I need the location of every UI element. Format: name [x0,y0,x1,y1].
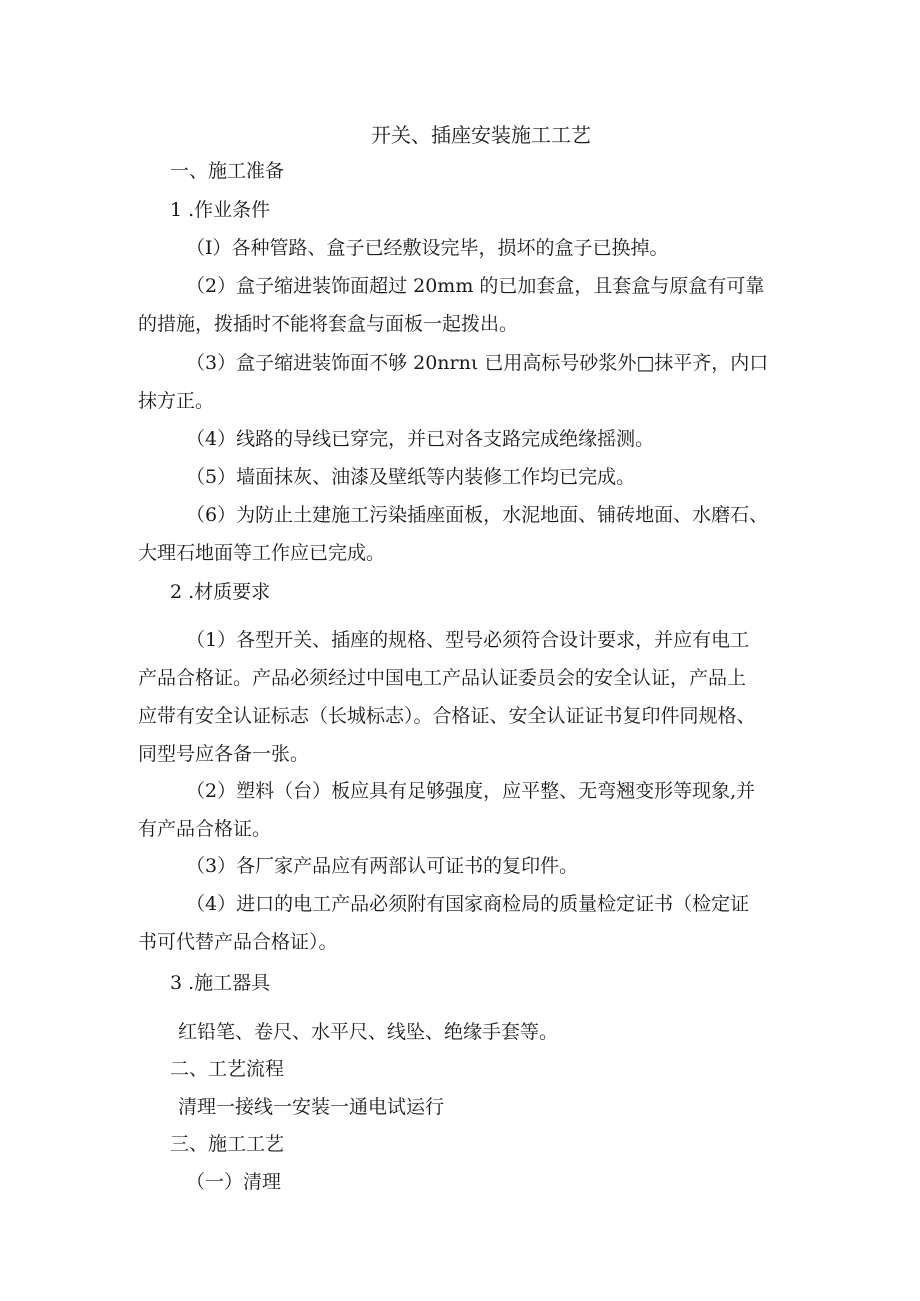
subsection-heading-cleaning: （一）清理 [186,1171,282,1193]
section-heading-construction-process: 三、施工工艺 [170,1133,285,1155]
paragraph-line: （4）线路的导线已穿完，并已对各支路完成绝缘摇测。 [186,428,655,450]
section-heading-process-flow: 二、工艺流程 [170,1058,285,1080]
paragraph-line: 应带有安全认证标志（长城标志）。合格证、安全认证证书复印件同规格、 [138,705,756,727]
paragraph-line: 清理一接线一安装一通电试运行 [178,1096,445,1118]
paragraph-line: （I）各种管路、盒子已经敷设完毕，损坏的盒子已换掉。 [186,237,669,259]
subsection-heading-work-conditions: 1 .作业条件 [170,199,271,221]
paragraph-line: （6）为防止土建施工污染插座面板，水泥地面、铺砖地面、水磨石、 [186,504,769,526]
paragraph-line: 的措施，拨插时不能将套盒与面板一起拨出。 [138,313,519,335]
paragraph-line: 书可代替产品合格证）。 [138,931,338,953]
subsection-heading-tools: 3 .施工器具 [170,972,271,994]
document-title: 开关、插座安装施工工艺 [371,123,591,147]
paragraph-line: （2）塑料（台）板应具有足够强度，应平整、无弯翘变形等现象,并 [186,780,756,802]
paragraph-line: （2）盒子缩进装饰面超过 20mm 的已加套盒，且套盒与原盒有可靠 [186,275,765,297]
paragraph-line: （4）进口的电工产品必须附有国家商检局的质量检定证书（检定证 [186,893,750,915]
paragraph-line: 红铅笔、卷尺、水平尺、线坠、绝缘手套等。 [178,1021,559,1043]
paragraph-line: 产品合格证。产品必须经过中国电工产品认证委员会的安全认证，产品上 [138,667,747,689]
paragraph-line: （5）墙面抹灰、油漆及壁纸等内装修工作均已完成。 [186,466,636,488]
subsection-heading-material-requirements: 2 .材质要求 [170,581,271,603]
paragraph-line: （3）盒子缩进装饰面不够 20nrnι 已用高标号砂浆外□抹平齐，内口 [186,352,769,374]
paragraph-line: 同型号应各备一张。 [138,743,310,765]
section-heading-preparation: 一、施工准备 [170,160,285,182]
paragraph-line: （1）各型开关、插座的规格、型号必须符合设计要求，并应有电工 [186,629,750,651]
paragraph-line: （3）各厂家产品应有两部认可证书的复印件。 [186,855,579,877]
paragraph-line: 大理石地面等工作应已完成。 [138,542,386,564]
paragraph-line: 抹方正。 [138,390,215,412]
paragraph-line: 有产品合格证。 [138,818,272,840]
